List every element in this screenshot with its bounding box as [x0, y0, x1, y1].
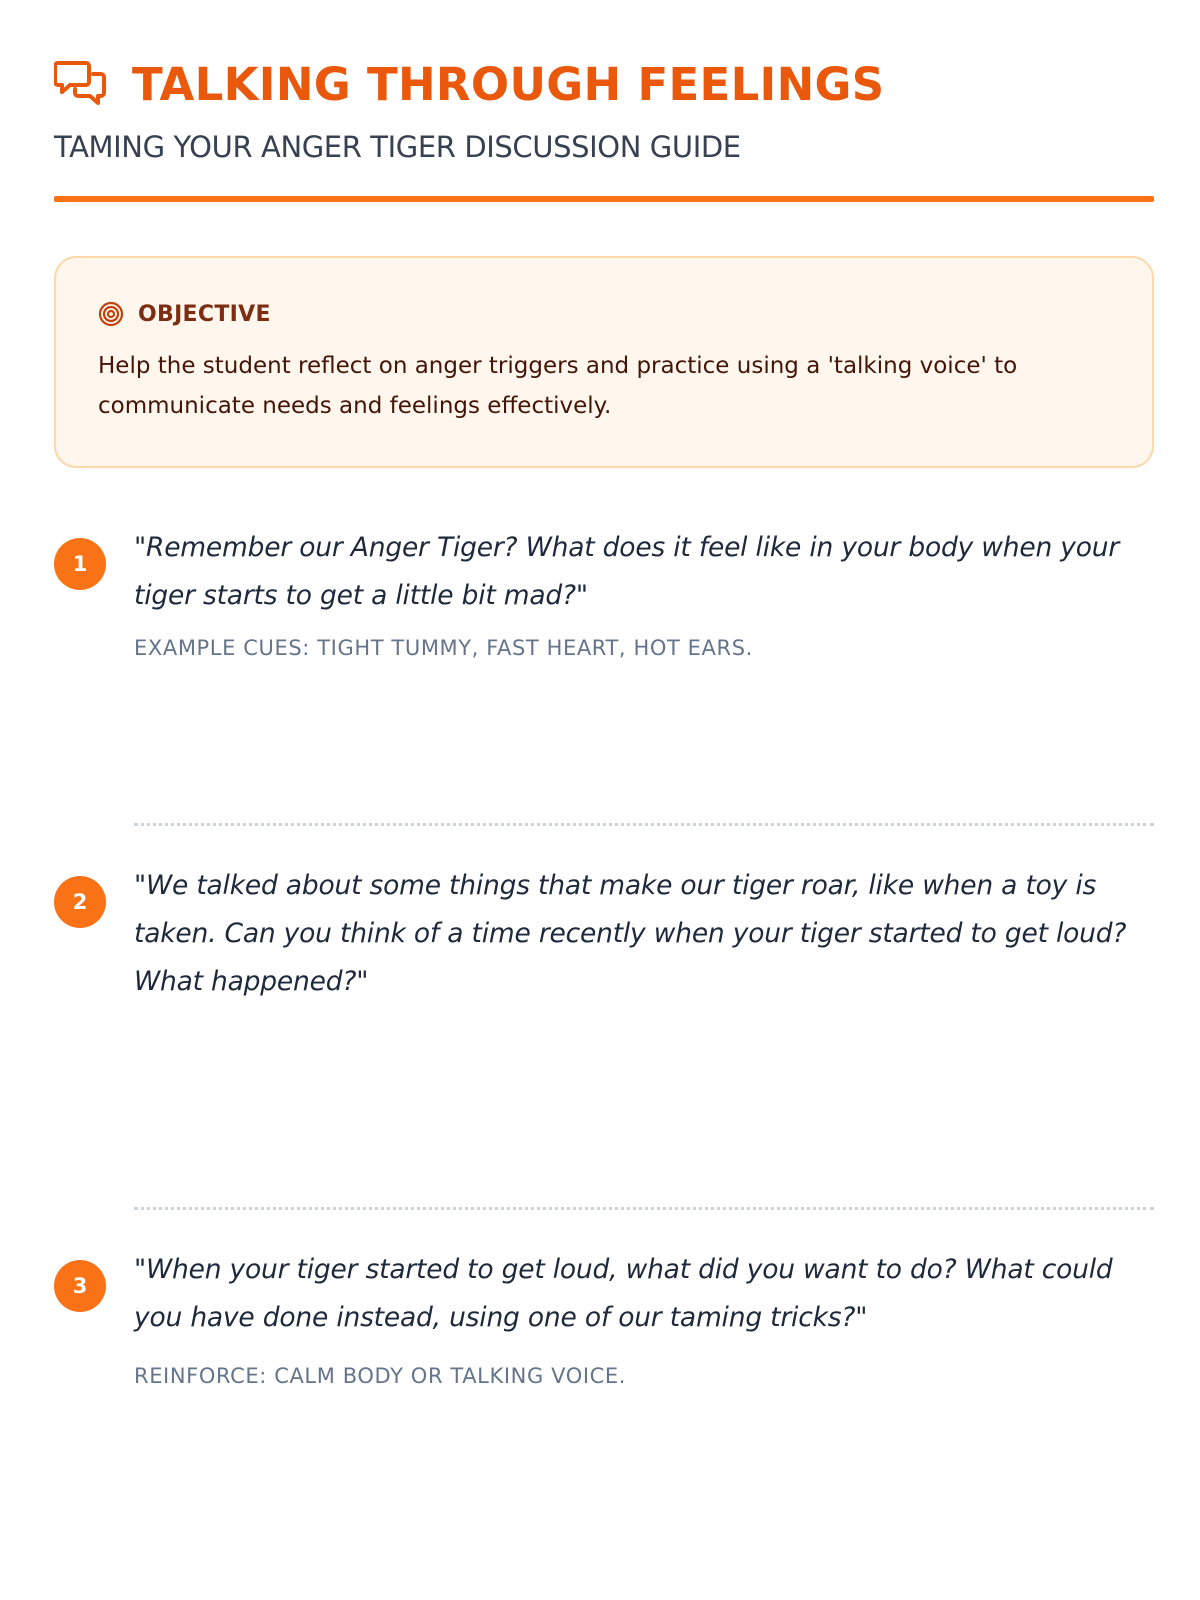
discussion-guide-page — [54, 54, 1154, 1388]
question-cue: REINFORCE: CALM BODY OR TALKING VOICE. — [134, 1364, 627, 1388]
answer-divider — [134, 1207, 1154, 1210]
objective-text: Help the student reflect on anger triggers and practice using a 'talking voice' to communicate needs and feelings effectively. — [98, 353, 1018, 419]
question-text: "We talked about some things that make our tiger roar, like when a toy is taken. Can you think of a time recently when your tiger started to get loud? What happened?" — [134, 870, 1127, 997]
question-text: "Remember our Anger Tiger? What does it feel like in your body when your tiger starts to get a little bit mad?" — [134, 532, 1120, 611]
objective-label: OBJECTIVE — [138, 301, 271, 327]
objective-panel — [54, 256, 1154, 468]
question-cue: EXAMPLE CUES: TIGHT TUMMY, FAST HEART, HOT EARS. — [134, 636, 753, 660]
header-divider — [54, 196, 1154, 202]
target-icon — [98, 301, 124, 327]
chat-bubbles-icon — [54, 57, 108, 111]
question-number-badge: 3 — [54, 1260, 106, 1312]
question-number-badge: 1 — [54, 538, 106, 590]
question-number-badge: 2 — [54, 876, 106, 928]
header — [54, 54, 1154, 114]
question-text: "When your tiger started to get loud, what did you want to do? What could you have done instead, using one of our taming tricks?" — [134, 1254, 1113, 1333]
page-subtitle: TAMING YOUR ANGER TIGER DISCUSSION GUIDE — [54, 130, 741, 164]
page-title: TALKING THROUGH FEELINGS — [132, 57, 885, 111]
objective-heading — [98, 300, 1110, 328]
answer-divider — [134, 823, 1154, 826]
